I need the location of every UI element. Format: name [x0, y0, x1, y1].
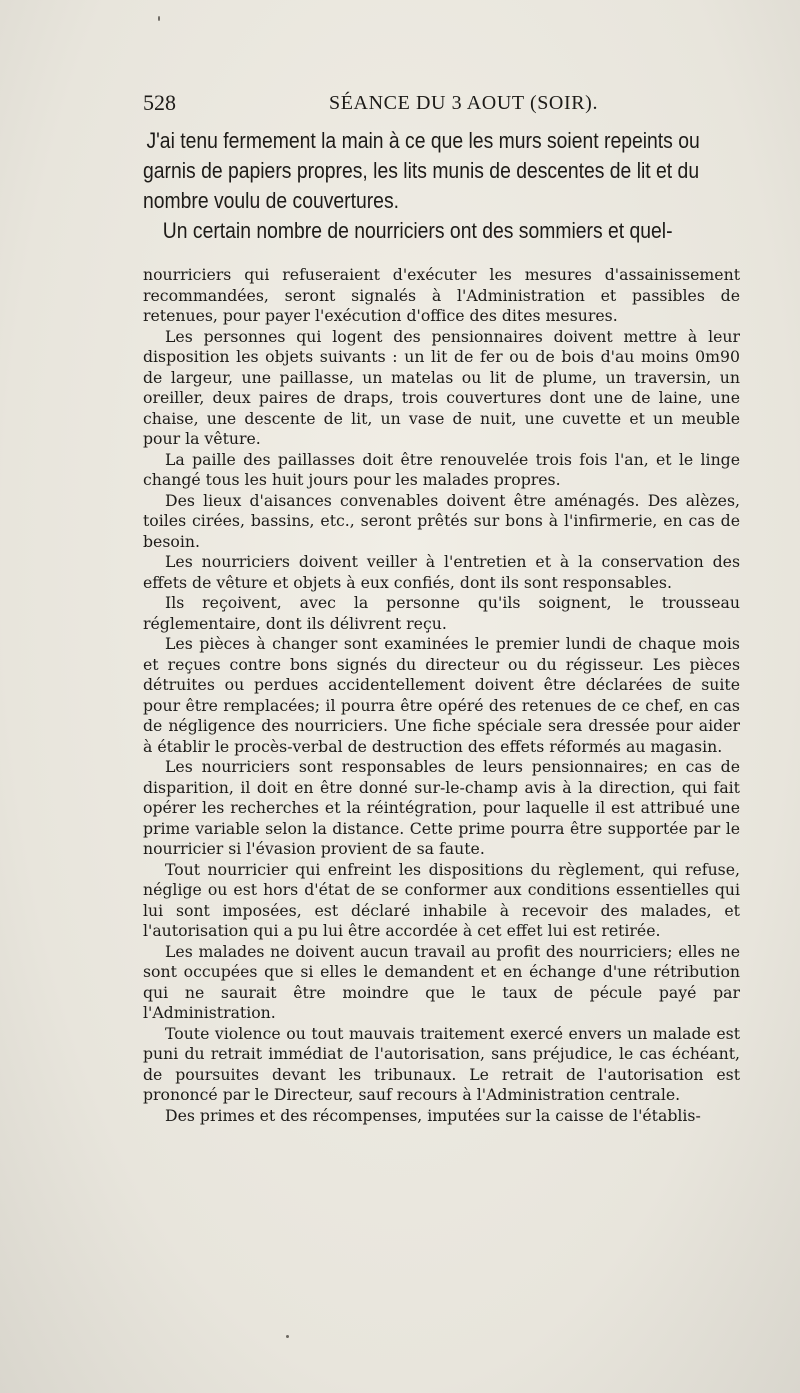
page-number: 528	[143, 90, 176, 115]
paragraph: Les personnes qui logent des pensionnaires doivent mettre à leur disposition les objets suivants : un lit de fer ou de bois d'au moins 0m90 de largeur, une paillasse, un matelas ou lit de plume, un traversin, un oreiller, deux paires de draps, trois couvertures dont une de laine, une chaise, une descente de lit, un vase de nuit, une cuvette et un meuble pour la vêture.	[143, 326, 740, 448]
paragraph: Ils reçoivent, avec la personne qu'ils soignent, le trousseau réglementaire, dont ils délivrent reçu.	[143, 593, 740, 633]
running-title: SÉANCE DU 3 AOUT (SOIR).	[329, 92, 599, 114]
paragraph: La paille des paillasses doit être renouvelée trois fois l'an, et le linge changé tous les huit jours pour les malades propres.	[143, 449, 740, 489]
paragraph: Des lieux d'aisances convenables doivent être aménagés. Des alèzes, toiles cirées, bassins, etc., seront prêtés sur bons à l'infirmerie, en cas de besoin.	[143, 490, 740, 551]
paragraph: Les nourriciers sont responsables de leurs pensionnaires; en cas de disparition, il doit en être donné sur-le-champ avis à la direction, qui fait opérer les recherches et la réintégration, pour laquelle il est attribué une prime variable selon la distance. Cette prime pourra être supportée par le nourricier si l'évasion provient de sa faute.	[143, 757, 740, 858]
paragraph: nourriciers qui refuseraient d'exécuter les mesures d'assainissement recommandées, seront signalés à l'Administration et passibles de retenues, pour payer l'exécution d'office des dites mesures.	[143, 265, 740, 325]
paper-speck	[286, 1335, 289, 1338]
body-text	[143, 265, 740, 1126]
paper-speck	[158, 16, 160, 21]
paragraph: Les nourriciers doivent veiller à l'entretien et à la conservation des effets de vêture et objets à eux confiés, dont ils sont responsables.	[143, 552, 740, 592]
paragraph: Des primes et des récompenses, imputées sur la caisse de l'établis-	[165, 1105, 701, 1125]
paragraph: Toute violence ou tout mauvais traitement exercé envers un malade est puni du retrait immédiat de l'autorisation, sans préjudice, le cas échéant, de poursuites devant les tribunaux. Le retrait de l'autorisation est prononcé par le Directeur, sauf recours à l'Administration centrale.	[143, 1023, 740, 1104]
paragraph: Les pièces à changer sont examinées le premier lundi de chaque mois et reçues contre bons signés du directeur ou du régisseur. Les pièces détruites ou perdues accidentellement doivent être déclarées de suite pour être remplacées; il pourra être opéré des retenues de ce chef, en cas de négligence des nourriciers. Une fiche spéciale sera dressée pour aider à établir le procès-verbal de destruction des effets réformés au magasin.	[143, 634, 740, 756]
paragraph: Les malades ne doivent aucun travail au profit des nourriciers; elles ne sont occupées que si elles le demandent et en échange d'une rétribution qui ne saurait être moindre que le taux de pécule payé par l'Administration.	[143, 941, 740, 1022]
intro-paragraph: J'ai tenu fermement la main à ce que les murs soient repeints ou garnis de papiers propres, les lits munis de descentes de lit et du nombre voulu de couvertures.	[143, 128, 700, 213]
intro-paragraph: Un certain nombre de nourriciers ont des sommiers et quel-	[162, 218, 673, 243]
pasted-slip-text	[143, 126, 743, 246]
paragraph: Tout nourricier qui enfreint les dispositions du règlement, qui refuse, néglige ou est hors d'état de se conformer aux conditions essentielles qui lui sont imposées, est déclaré inhabile à recevoir des malades, et l'autorisation qui a pu lui être accordée à cet effet lui est retirée.	[143, 859, 740, 940]
running-header	[143, 90, 740, 120]
